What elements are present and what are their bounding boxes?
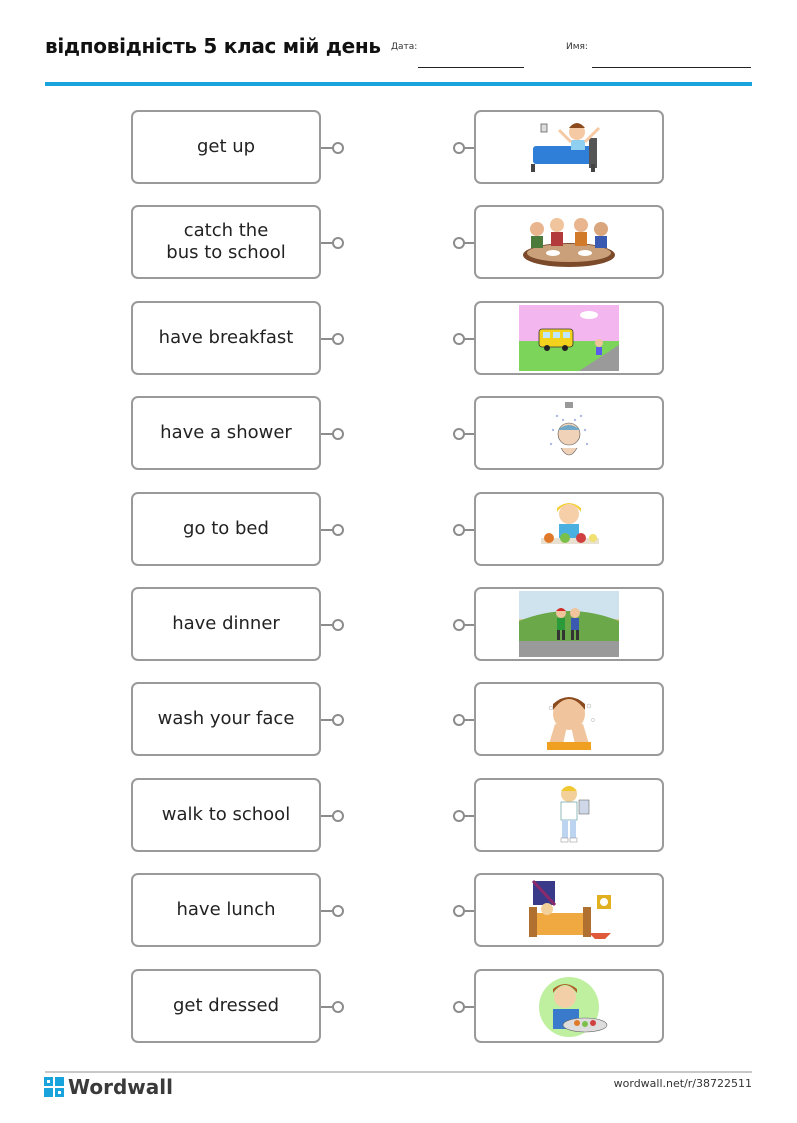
- term-connector-dot[interactable]: [332, 714, 344, 726]
- pair-row: [0, 492, 797, 570]
- term-connector-dot[interactable]: [332, 237, 344, 249]
- pair-row: [0, 110, 797, 188]
- child-sleeping-in-bed-picture: [519, 877, 619, 943]
- term-connector-dot[interactable]: [332, 1001, 344, 1013]
- wordwall-logo-icon: [44, 1077, 64, 1097]
- picture-card[interactable]: [474, 873, 664, 947]
- term-card[interactable]: [131, 969, 321, 1043]
- term-label: get dressed: [172, 994, 280, 1016]
- term-connector-dot[interactable]: [332, 619, 344, 631]
- wordwall-logo: [44, 1075, 173, 1099]
- term-connector-dot[interactable]: [332, 810, 344, 822]
- term-card[interactable]: [131, 110, 321, 184]
- pair-row: [0, 205, 797, 283]
- term-card[interactable]: [131, 587, 321, 661]
- term-card[interactable]: [131, 778, 321, 852]
- picture-card[interactable]: [474, 301, 664, 375]
- pair-row: [0, 969, 797, 1047]
- term-card[interactable]: [131, 205, 321, 279]
- term-label: walk to school: [161, 803, 291, 825]
- boy-getting-dressed-picture: [519, 782, 619, 848]
- term-label: wash your face: [157, 708, 295, 730]
- pair-row: [0, 301, 797, 379]
- picture-card[interactable]: [474, 110, 664, 184]
- footer-divider: [45, 1071, 752, 1073]
- picture-card[interactable]: [474, 778, 664, 852]
- picture-card[interactable]: [474, 682, 664, 756]
- pair-row: [0, 682, 797, 760]
- term-connector-dot[interactable]: [332, 524, 344, 536]
- term-label: go to bed: [183, 517, 269, 539]
- girl-eating-meal-picture: [519, 496, 619, 562]
- brand-name: Wordwall: [68, 1075, 173, 1099]
- kids-walking-to-school-picture: [519, 591, 619, 657]
- term-label: get up: [196, 136, 256, 157]
- term-connector-dot[interactable]: [332, 428, 344, 440]
- term-card[interactable]: [131, 873, 321, 947]
- date-label: Дата:: [391, 42, 418, 52]
- term-label: have breakfast: [158, 326, 294, 348]
- pair-row: [0, 778, 797, 856]
- page-title: відповідність 5 клас мій день: [45, 34, 381, 58]
- picture-card[interactable]: [474, 492, 664, 566]
- term-card[interactable]: [131, 396, 321, 470]
- term-label: catch the bus to school: [166, 220, 286, 264]
- pair-row: [0, 396, 797, 474]
- term-card[interactable]: [131, 682, 321, 756]
- header-divider: [45, 82, 752, 86]
- picture-card[interactable]: [474, 205, 664, 279]
- term-card[interactable]: [131, 492, 321, 566]
- date-field[interactable]: [418, 67, 524, 68]
- name-label: Имя:: [566, 42, 588, 52]
- term-connector-dot[interactable]: [332, 142, 344, 154]
- term-connector-dot[interactable]: [332, 905, 344, 917]
- name-field[interactable]: [592, 67, 751, 68]
- picture-card[interactable]: [474, 587, 664, 661]
- term-card[interactable]: [131, 301, 321, 375]
- boy-eating-lunch-picture: [519, 973, 619, 1039]
- person-under-shower-picture: [519, 400, 619, 466]
- term-connector-dot[interactable]: [332, 333, 344, 345]
- picture-card[interactable]: [474, 396, 664, 470]
- picture-card[interactable]: [474, 969, 664, 1043]
- pair-row: [0, 873, 797, 951]
- person-washing-face-picture: [519, 686, 619, 752]
- term-label: have a shower: [160, 422, 292, 444]
- term-label: have dinner: [172, 613, 280, 634]
- term-label: have lunch: [176, 899, 276, 921]
- boy-waking-up-in-bed-picture: [519, 114, 619, 180]
- school-bus-on-road-picture: [519, 305, 619, 371]
- pair-row: [0, 587, 797, 665]
- family-eating-at-table-picture: [519, 209, 619, 275]
- footer-url[interactable]: wordwall.net/r/38722511: [613, 1077, 752, 1090]
